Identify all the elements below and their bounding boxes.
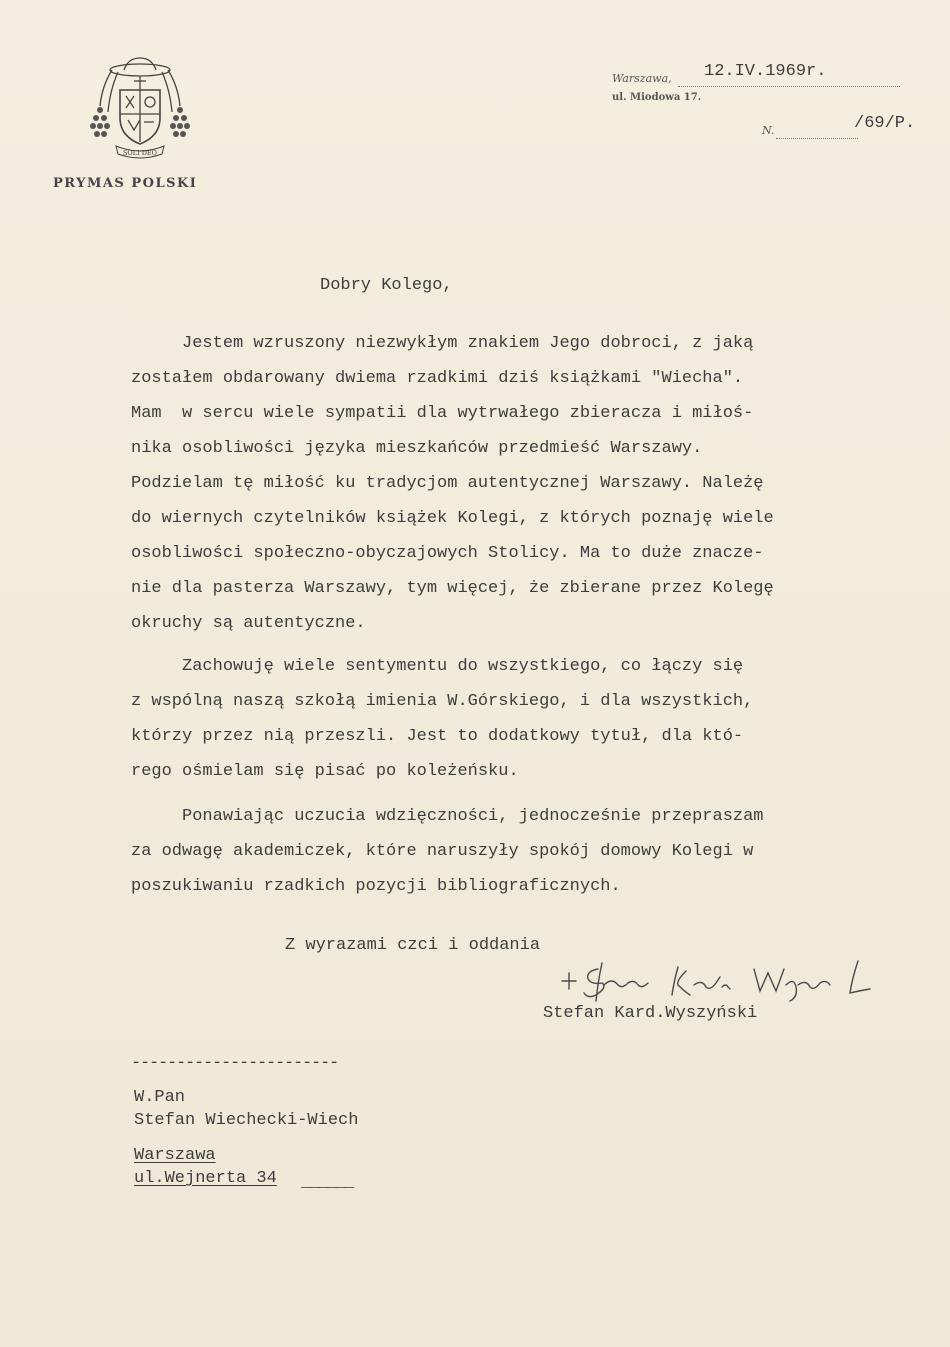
street-label: ul. Miodowa 17. xyxy=(612,92,702,103)
recipient-city: Warszawa xyxy=(134,1146,216,1165)
recipient-street: ul.Wejnerta 34 xyxy=(134,1169,277,1188)
body-line: poszukiwaniu rzadkich pozycji bibliograficznych. xyxy=(131,877,621,896)
body-line: zostałem obdarowany dwiema rzadkimi dziś książkami "Wiecha". xyxy=(131,369,744,388)
body-line: Zachowuję wiele sentymentu do wszystkiego, co łączy się xyxy=(131,657,744,676)
body-line: którzy przez nią przeszli. Jest to dodatkowy tytuł, dla któ- xyxy=(131,727,744,746)
body-line: Ponawiając uczucia wdzięczności, jednocześnie przepraszam xyxy=(131,807,764,826)
body-line: Mam w sercu wiele sympatii dla wytrwałego zbieracza i miłoś- xyxy=(131,404,754,423)
body-line: rego ośmielam się pisać po koleżeńsku. xyxy=(131,762,519,781)
organization-name: PRYMAS POLSKI xyxy=(53,176,198,191)
recipient-name: Stefan Wiechecki-Wiech xyxy=(134,1111,359,1130)
body-line: Jestem wzruszony niezwykłym znakiem Jego dobroci, z jaką xyxy=(131,334,754,353)
letter-salutation: Dobry Kolego, xyxy=(320,276,453,295)
recipient-salutation: W.Pan xyxy=(134,1088,186,1107)
body-line: nika osobliwości języka mieszkańców przedmieść Warszawy. xyxy=(131,439,703,458)
handwritten-signature xyxy=(558,955,878,1005)
crest-motto: SOLI DEO xyxy=(122,149,158,157)
body-line: Podzielam tę miłość ku tradycjom autentycznej Warszawy. Należę xyxy=(131,474,764,493)
place-label: Warszawa, xyxy=(612,72,672,85)
letter-closing: Z wyrazami czci i oddania xyxy=(285,936,541,955)
body-line: za odwagę akademiczek, które naruszyły spokój domowy Kolegi w xyxy=(131,842,754,861)
recipient-street-trail: ______ xyxy=(301,1173,353,1192)
address-separator: ----------------------- xyxy=(131,1054,339,1073)
typed-signature: Stefan Kard.Wyszyński xyxy=(543,1004,758,1023)
body-line: okruchy są autentyczne. xyxy=(131,614,366,633)
reference-number-label: N. xyxy=(762,124,775,137)
body-line: do wiernych czytelników książek Kolegi, z których poznaję wiele xyxy=(131,509,774,528)
reference-number-line xyxy=(776,122,858,139)
body-line: z wspólną naszą szkołą imienia W.Górskiego, i dla wszystkich, xyxy=(131,692,754,711)
body-line: osobliwości społeczno-obyczajowych Stolicy. Ma to duże znacze- xyxy=(131,544,764,563)
cardinal-coat-of-arms-icon xyxy=(88,56,192,162)
reference-number: /69/P. xyxy=(854,114,916,133)
body-line: nie dla pasterza Warszawy, tym więcej, że zbierane przez Kolegę xyxy=(131,579,774,598)
letter-date: 12.IV.1969r. xyxy=(704,62,827,81)
